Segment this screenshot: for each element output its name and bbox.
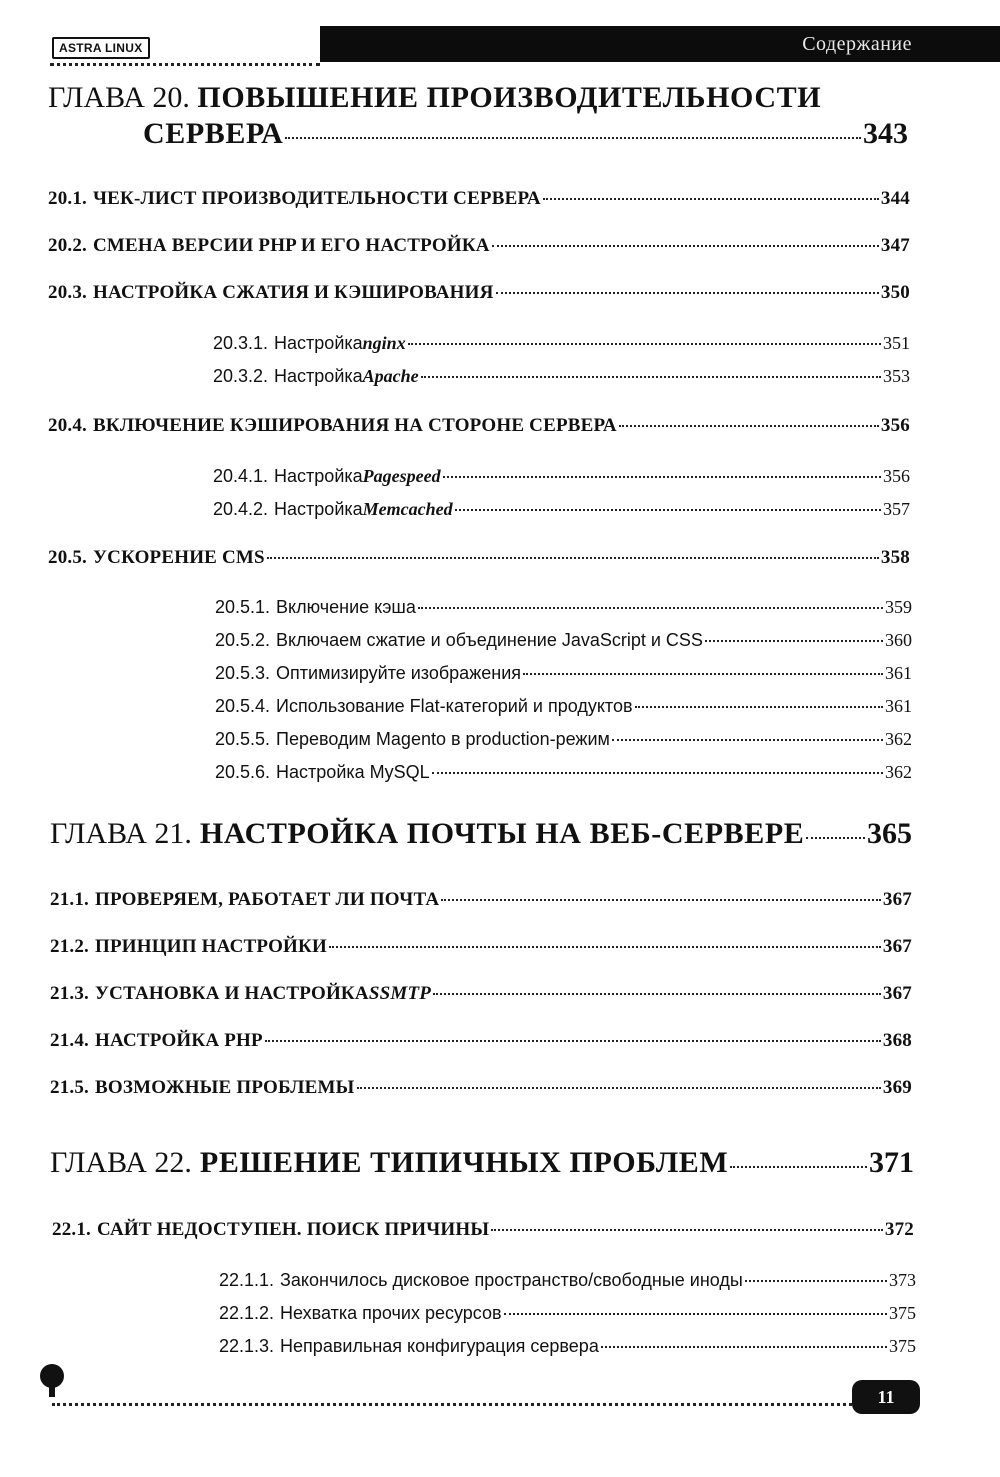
- page-number: 347: [880, 235, 910, 256]
- subsection-title: Нехватка прочих ресурсов: [280, 1303, 502, 1323]
- leader-dots: [496, 292, 879, 294]
- section-number: 21.1.: [50, 889, 89, 910]
- leader-dots: [492, 245, 879, 247]
- toc-subsection-20-5-1[interactable]: [215, 597, 912, 618]
- leader-dots: [418, 607, 883, 609]
- subsection-title: Использование Flat-категорий и продуктов: [276, 696, 633, 716]
- footer-bullet-tail: [49, 1385, 55, 1397]
- section-title: ВКЛЮЧЕНИЕ КЭШИРОВАНИЯ НА СТОРОНЕ СЕРВЕРА: [93, 415, 617, 436]
- chapter-title-cont: СЕРВЕРА: [143, 117, 284, 150]
- section-title: САЙТ НЕДОСТУПЕН. ПОИСК ПРИЧИНЫ: [97, 1219, 490, 1240]
- subsection-number: 20.3.2.: [213, 366, 269, 386]
- page-number: 368: [882, 1030, 912, 1051]
- leader-dots: [612, 739, 883, 741]
- page-number: 356: [883, 466, 910, 486]
- section-title: УСКОРЕНИЕ CMS: [93, 547, 265, 568]
- subsection-title: Переводим Magento в production-режим: [276, 729, 610, 749]
- astra-linux-logo: [52, 37, 150, 59]
- page-number: 361: [885, 663, 912, 683]
- leader-dots: [357, 1087, 881, 1089]
- leader-dots: [443, 476, 881, 478]
- toc-subsection-22-1-1[interactable]: [219, 1270, 916, 1291]
- page-number: 362: [885, 762, 912, 782]
- toc-section-21-3[interactable]: [50, 983, 912, 1005]
- leader-dots: [455, 509, 881, 511]
- subsection-title: Настройка: [274, 366, 363, 386]
- section-title: ЧЕК-ЛИСТ ПРОИЗВОДИТЕЛЬНОСТИ СЕРВЕРА: [93, 188, 541, 209]
- chapter-prefix: ГЛАВА 21.: [50, 817, 192, 850]
- subsection-number: 20.3.1.: [213, 333, 269, 353]
- subsection-number: 20.5.1.: [215, 597, 271, 617]
- subsection-title: Включаем сжатие и объединение JavaScript и CSS: [276, 630, 703, 650]
- leader-dots: [421, 376, 881, 378]
- subsection-title: Неправильная конфигурация сервера: [280, 1336, 599, 1356]
- page-number: 350: [880, 282, 910, 303]
- section-number: 20.3.: [48, 282, 87, 303]
- toc-subsection-20-5-3[interactable]: [215, 663, 912, 684]
- leader-dots: [619, 425, 879, 427]
- leader-dots: [267, 557, 879, 559]
- subsection-number: 20.5.4.: [215, 696, 271, 716]
- subsection-number: 20.5.3.: [215, 663, 271, 683]
- toc-section-20-2[interactable]: [48, 235, 910, 257]
- page-number: 365: [867, 817, 912, 850]
- toc-subsection-20-3-1[interactable]: [213, 333, 910, 354]
- section-title: ПРОВЕРЯЕМ, РАБОТАЕТ ЛИ ПОЧТА: [95, 889, 440, 910]
- leader-dots: [635, 706, 883, 708]
- section-number: 20.2.: [48, 235, 87, 256]
- subsection-title: Настройка MySQL: [276, 762, 430, 782]
- page-number: 353: [883, 366, 910, 386]
- page-number: 375: [889, 1303, 916, 1323]
- section-title: ПРИНЦИП НАСТРОЙКИ: [95, 936, 327, 957]
- leader-dots: [432, 772, 883, 774]
- section-number: 21.2.: [50, 936, 89, 957]
- page-number: 343: [863, 117, 908, 150]
- page-number: 367: [882, 983, 912, 1004]
- chapter-20-heading-line1: [48, 81, 821, 115]
- toc-section-21-5[interactable]: [50, 1077, 912, 1099]
- subsection-title-italic: nginx: [362, 333, 406, 353]
- chapter-title: НАСТРОЙКА ПОЧТЫ НА ВЕБ-СЕРВЕРЕ: [199, 817, 805, 850]
- section-number: 20.1.: [48, 188, 87, 209]
- toc-subsection-20-4-1[interactable]: [213, 466, 910, 487]
- section-title: СМЕНА ВЕРСИИ PHP И ЕГО НАСТРОЙКА: [93, 235, 490, 256]
- page-number: 367: [882, 889, 912, 910]
- leader-dots: [265, 1040, 881, 1042]
- page-number: 357: [883, 499, 910, 519]
- page-number: 360: [885, 630, 912, 650]
- leader-dots: [543, 198, 879, 200]
- toc-section-21-1[interactable]: [50, 889, 912, 911]
- page-number: 375: [889, 1336, 916, 1356]
- toc-subsection-22-1-2[interactable]: [219, 1303, 916, 1324]
- section-title: УСТАНОВКА И НАСТРОЙКА: [95, 983, 369, 1004]
- section-number: 20.5.: [48, 547, 87, 568]
- subsection-number: 22.1.1.: [219, 1270, 275, 1290]
- leader-dots: [730, 1166, 867, 1168]
- subsection-title: Настройка: [274, 466, 363, 486]
- subsection-title: Настройка: [274, 333, 363, 353]
- section-title: НАСТРОЙКА СЖАТИЯ И КЭШИРОВАНИЯ: [93, 282, 494, 303]
- page-number: 359: [885, 597, 912, 617]
- toc-section-20-4[interactable]: [48, 415, 910, 437]
- subsection-title-italic: Memcached: [362, 499, 453, 519]
- section-number: 21.5.: [50, 1077, 89, 1098]
- toc-section-22-1[interactable]: [52, 1219, 914, 1241]
- subsection-title-italic: Apache: [362, 366, 419, 386]
- page-number-badge: [852, 1380, 920, 1414]
- leader-dots: [504, 1313, 887, 1315]
- chapter-22-heading[interactable]: [50, 1146, 914, 1180]
- subsection-title: Закончилось дисковое пространство/свободные иноды: [280, 1270, 743, 1290]
- header-bar: [320, 26, 1000, 62]
- subsection-number: 20.5.6.: [215, 762, 271, 782]
- toc-subsection-20-5-6[interactable]: [215, 762, 912, 783]
- subsection-number: 20.5.5.: [215, 729, 271, 749]
- page-number: 371: [869, 1146, 914, 1179]
- subsection-title: Оптимизируйте изображения: [276, 663, 521, 683]
- leader-dots: [601, 1346, 887, 1348]
- page-number: 373: [889, 1270, 916, 1290]
- chapter-prefix: ГЛАВА 22.: [50, 1146, 192, 1179]
- page-number: 358: [880, 547, 910, 568]
- subsection-number: 20.5.2.: [215, 630, 271, 650]
- page-number: 372: [884, 1219, 914, 1240]
- page-number: 344: [880, 188, 910, 209]
- footer-page-number: 11: [877, 1387, 895, 1407]
- leader-dots: [491, 1229, 883, 1231]
- leader-dots: [285, 137, 861, 139]
- toc-subsection-20-5-4[interactable]: [215, 696, 912, 717]
- page-number: 356: [880, 415, 910, 436]
- page-number: 369: [882, 1077, 912, 1098]
- section-title-italic: SSMTP: [368, 983, 432, 1004]
- toc-subsection-20-5-5[interactable]: [215, 729, 912, 750]
- header-dotted-rule: [50, 63, 320, 66]
- leader-dots: [523, 673, 883, 675]
- section-number: 21.3.: [50, 983, 89, 1004]
- footer-dotted-rule: [52, 1403, 852, 1406]
- subsection-number: 20.4.1.: [213, 466, 269, 486]
- toc-section-21-2[interactable]: [50, 936, 912, 958]
- toc-subsection-20-3-2[interactable]: [213, 366, 910, 387]
- toc-section-20-1[interactable]: [48, 188, 910, 210]
- section-number: 20.4.: [48, 415, 87, 436]
- leader-dots: [441, 899, 881, 901]
- page-number: 367: [882, 936, 912, 957]
- leader-dots: [806, 837, 865, 839]
- subsection-title: Настройка: [274, 499, 363, 519]
- subsection-number: 22.1.3.: [219, 1336, 275, 1356]
- page-number: 362: [885, 729, 912, 749]
- subsection-title: Включение кэша: [276, 597, 416, 617]
- section-title: Содержание: [802, 33, 912, 55]
- section-number: 22.1.: [52, 1219, 91, 1240]
- toc-subsection-20-5-2[interactable]: [215, 630, 912, 651]
- leader-dots: [745, 1280, 887, 1282]
- leader-dots: [329, 946, 881, 948]
- page-number: 361: [885, 696, 912, 716]
- subsection-title-italic: Pagespeed: [362, 466, 441, 486]
- logo-text: ASTRA LINUX: [59, 41, 143, 55]
- subsection-number: 22.1.2.: [219, 1303, 275, 1323]
- section-title: ВОЗМОЖНЫЕ ПРОБЛЕМЫ: [95, 1077, 355, 1098]
- page-number: 351: [883, 333, 910, 353]
- leader-dots: [433, 993, 881, 995]
- toc-subsection-22-1-3[interactable]: [219, 1336, 916, 1357]
- toc-subsection-20-4-2[interactable]: [213, 499, 910, 520]
- chapter-20-heading-line2[interactable]: [143, 117, 908, 151]
- chapter-prefix: ГЛАВА 20.: [48, 81, 190, 114]
- toc-section-20-5[interactable]: [48, 547, 910, 569]
- toc-section-20-3[interactable]: [48, 282, 910, 304]
- toc-section-21-4[interactable]: [50, 1030, 912, 1052]
- subsection-number: 20.4.2.: [213, 499, 269, 519]
- chapter-21-heading[interactable]: [50, 817, 912, 851]
- section-title: НАСТРОЙКА PHP: [95, 1030, 263, 1051]
- chapter-title: ПОВЫШЕНИЕ ПРОИЗВОДИТЕЛЬНОСТИ: [197, 81, 822, 114]
- leader-dots: [408, 343, 881, 345]
- section-number: 21.4.: [50, 1030, 89, 1051]
- chapter-title: РЕШЕНИЕ ТИПИЧНЫХ ПРОБЛЕМ: [199, 1146, 729, 1179]
- leader-dots: [705, 640, 883, 642]
